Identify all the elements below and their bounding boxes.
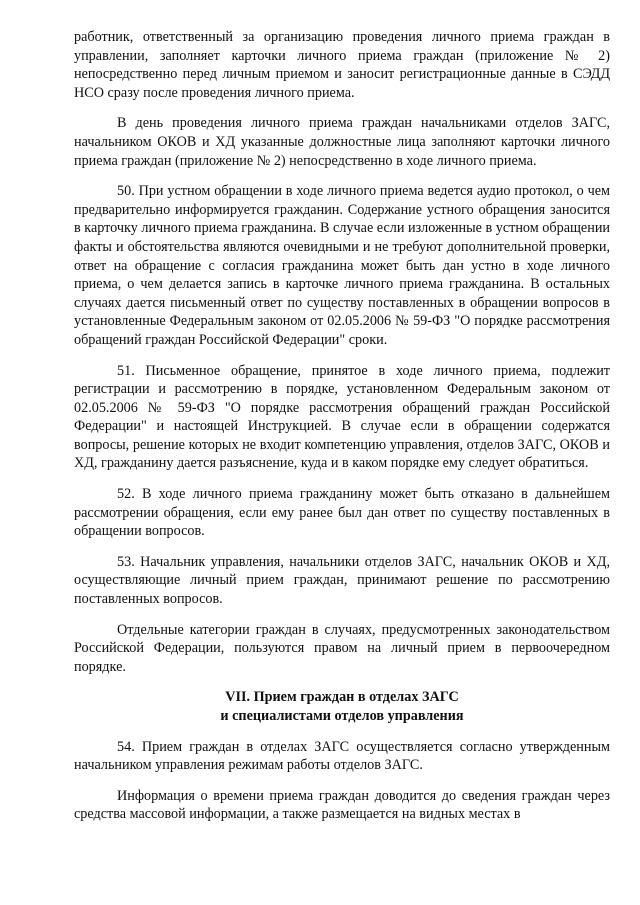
paragraph-54: 54. Прием граждан в отделах ЗАГС осуществляется согласно утвержденным начальником управления режимам работы отделов ЗАГС.	[74, 738, 610, 774]
paragraph-priority-categories: Отдельные категории граждан в случаях, предусмотренных законодательством Российской Федерации, пользуются правом на личный прием в первоочередном порядке.	[74, 621, 610, 675]
paragraph-53: 53. Начальник управления, начальники отделов ЗАГС, начальник ОКОВ и ХД, осуществляющие личный прием граждан, принимают решение по рассмотрению поставленных вопросов.	[74, 553, 610, 608]
section-heading-line-2: и специалистами отделов управления	[220, 708, 464, 724]
paragraph-reception-day: В день проведения личного приема граждан начальниками отделов ЗАГС, начальником ОКОВ и ХД указанные должностные лица заполняют карточки личного приема граждан (приложение № 2) непосредственно в ходе личного приема.	[74, 115, 610, 169]
paragraph-50: 50. При устном обращении в ходе личного приема ведется аудио протокол, о чем предварительно информируется гражданин. Содержание устного обращения заносится в карточку личного приема гражданина. В случае если изложенные в устном обращении факты и обстоятельства являются очевидными и не требуют дополнительной проверки, ответ на обращение с согласия гражданина может быть дан устно в ходе личного приема, о чем делается запись в карточке личного приема гражданина. В остальных случаях дается письменный ответ по существу поставленных в обращении вопросов в установленные Федеральным законом от 02.05.2006 № 59-ФЗ "О порядке рассмотрения обращений граждан Российской Федерации" сроки.	[74, 183, 610, 348]
paragraph-51: 51. Письменное обращение, принятое в ходе личного приема, подлежит регистрации и рассмотрению в порядке, установленном Федеральным законом от 02.05.2006 № 59-ФЗ "О порядке рассмотрения обращений граждан Российской Федерации" и настоящей Инструкцией. В случае если в обращении содержатся вопросы, решение которых не входит компетенцию управления, отделов ЗАГС, ОКОВ и ХД, гражданину дается разъяснение, куда и в каком порядке ему следует обратиться.	[74, 362, 610, 472]
section-heading	[74, 688, 610, 725]
section-heading-line-1: VII. Прием граждан в отделах ЗАГС	[225, 689, 459, 706]
paragraph-52: 52. В ходе личного приема гражданину может быть отказано в дальнейшем рассмотрении обращения, если ему ранее был дан ответ по существу поставленных в обращении вопросов.	[74, 486, 610, 540]
paragraph-schedule-info: Информация о времени приема граждан доводится до сведения граждан через средства массовой информации, а также размещается на видных местах в	[74, 787, 610, 823]
paragraph-continuation: работник, ответственный за организацию проведения личного приема граждан в управлении, заполняет карточки личного приема граждан (приложение № 2) непосредственно перед личным приемом и заносит регистрационные данные в СЭДД НСО сразу после проведения личного приема.	[74, 29, 610, 101]
